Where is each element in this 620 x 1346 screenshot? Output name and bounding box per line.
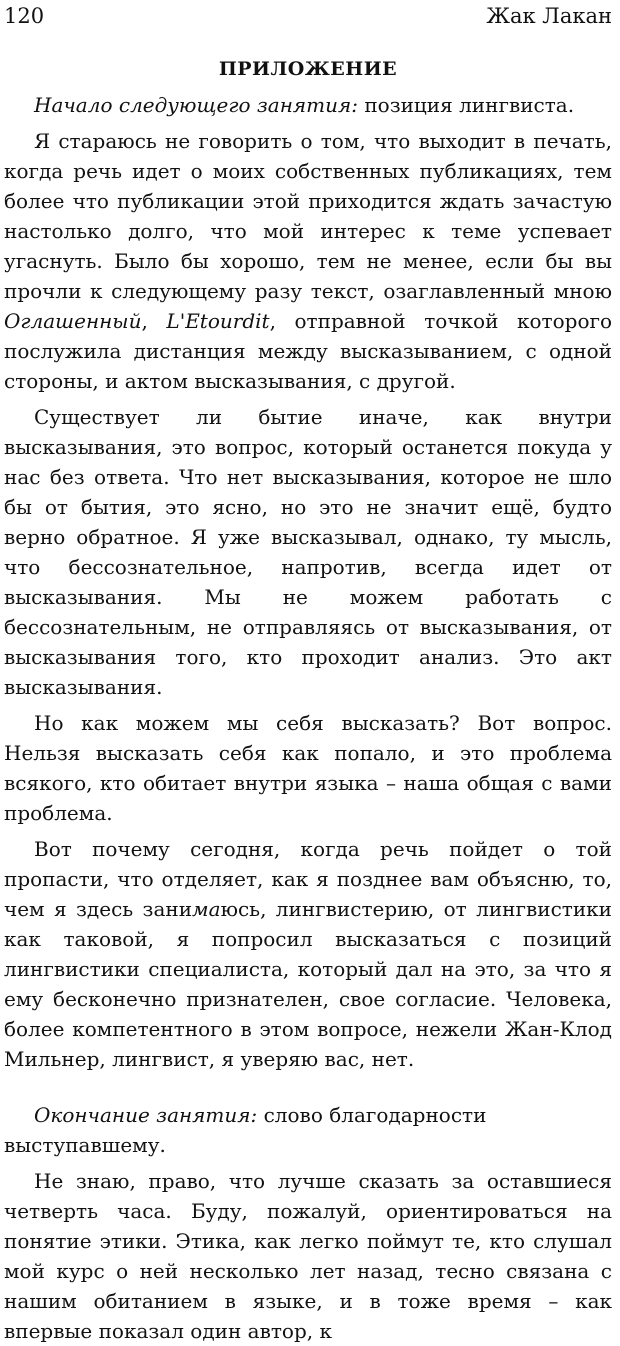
paragraph-2: Существует ли бытие иначе, как внутри высказывания, это вопрос, который останется покуда у нас без ответа. Что нет высказывания, которое не шло бы от бытия, это ясно, но это не значит ещё, будто верно обратное. Я уже высказывал, однако, ту мысль, что бессознательное, напротив, всегда идет от высказывания. Мы не можем работать с бессознательным, не отправляясь от высказывания, от высказывания того, кто проходит анализ. Это акт высказывания. xyxy=(4,405,612,699)
title-separator: , xyxy=(141,309,167,333)
page-number: 120 xyxy=(4,4,45,28)
intro-label: Начало следующего занятия: xyxy=(34,93,358,117)
closing-text: слово благодарности выступавшему. xyxy=(4,1103,487,1157)
work-title-fr: L'Etourdit xyxy=(166,309,270,333)
page-header xyxy=(0,0,620,36)
emphasized-syllable: ма xyxy=(192,897,221,921)
work-title-ru: Оглашенный xyxy=(4,309,142,333)
paragraph-4-part-b: юсь, лингвистерию, от лингвистики как таковой, я попросил высказаться с позиций лингвистики специалиста, который дал на это, за что я ему бесконечно признателен, свое согласие. Человека, более компетентного в этом вопросе, нежели Жан-Клод Мильнер, лингвист, я уверяю вас, нет. xyxy=(4,897,612,1071)
paragraph-1-part-a: Я стараюсь не говорить о том, что выходит в печать, когда речь идет о моих собственных публикациях, тем более что публикации этой приходится ждать зачастую настолько долго, что мой интерес к теме успевает угаснуть. Было бы хорошо, тем не менее, если бы вы прочли к следующему разу текст, озаглавленный мною xyxy=(4,129,612,303)
closing-label: Окончание занятия: xyxy=(34,1103,258,1127)
paragraph-5: Не знаю, право, что лучше сказать за оставшиеся четверть часа. Буду, пожалуй, ориентироваться на понятие этики. Этика, как легко поймут те, кто слушал мой курс о ней несколько лет назад, тесно связана с нашим обитанием в языке, и в тоже время – как впервые показал один автор, к xyxy=(4,1169,612,1343)
intro-line xyxy=(4,90,612,120)
paragraph-3: Но как можем мы себя высказать? Вот вопрос. Нельзя высказать себя как попало, и это проблема всякого, кто обитает внутри языка – наша общая с вами проблема. xyxy=(4,711,612,825)
closing-line xyxy=(4,1100,612,1160)
paragraph-1 xyxy=(4,126,612,396)
page-body xyxy=(4,54,612,1346)
paragraph-4-part-a: Вот почему сегодня, когда речь пойдет о той пропасти, что отделяет, как я позднее вам объясню, то, чем я здесь зани xyxy=(4,837,612,921)
paragraph-4 xyxy=(4,834,612,1074)
intro-text: позиция лингвиста. xyxy=(357,93,575,117)
running-head-author: Жак Лакан xyxy=(486,4,612,28)
section-spacer xyxy=(4,1074,612,1100)
paragraph-1-part-b: , отправной точкой которого послужила дистанция между высказыванием, с одной стороны, и актом высказывания, с другой. xyxy=(4,309,613,393)
section-title: ПРИЛОЖЕНИЕ xyxy=(218,58,398,80)
